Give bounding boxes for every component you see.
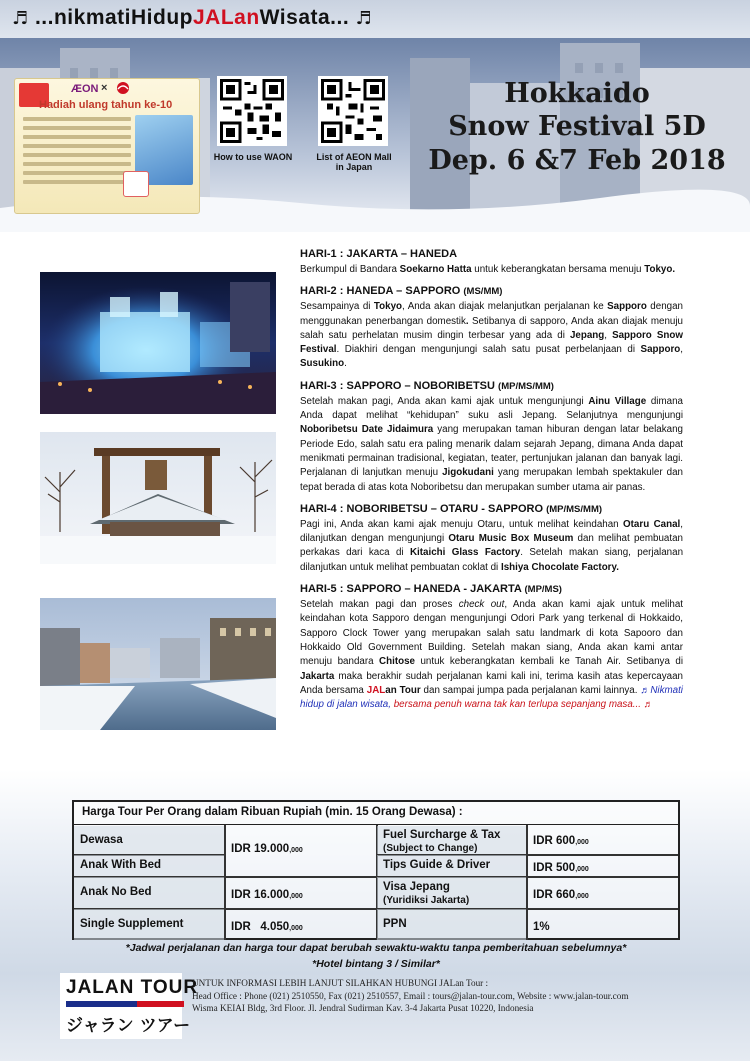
itinerary-meals: (MP/MS/MM) <box>498 380 554 392</box>
itinerary-day-title: HARI-3 : SAPPORO – NOBORIBETSU (MP/MS/MM) <box>300 379 554 392</box>
jal-crane-icon <box>115 81 131 95</box>
qr-label-aeon-mall: List of AEON Mall in Japan <box>316 152 392 172</box>
itinerary-day-title: HARI-5 : SAPPORO – HANEDA - JAKARTA (MP/MS) <box>300 583 562 596</box>
price-dewasa-value: IDR 19.000,000 <box>231 843 303 855</box>
price-row-dewasa-label: Dewasa <box>74 826 224 854</box>
itinerary-meals: (MS/MM) <box>463 286 503 298</box>
price-row-single-label: Single Supplement <box>74 909 224 940</box>
qr-code-waon[interactable] <box>217 76 287 146</box>
contact-info <box>192 977 712 1015</box>
qr-label-waon: How to use WAON <box>213 152 293 162</box>
itinerary-meals: (MP/MS/MM) <box>546 503 603 515</box>
extra-fuel-label: Fuel Surcharge & Tax (Subject to Change) <box>377 826 526 854</box>
price-table-header: Harga Tour Per Orang dalam Ribuan Rupiah (min. 15 Orang Dewasa) : <box>74 802 678 825</box>
itinerary-day-description: Sesampainya di Tokyo, Anda akan diajak melanjutkan perjalanan ke Sapporo dengan menggunakan penerbangan domestik. Setibanya di sapporo, Anda akan diajak menuju salah satu perhelatan musim dingin terbesar yang ada di Jepang, Sapporo Snow Festival. Diakhiri dengan mengunjungi salah satu pusat perbelanjaan di Sapporo, Susukino. <box>300 301 683 370</box>
itinerary-day-description: Berkumpul di Bandara Soekarno Hatta untuk keberangkatan bersama menuju Tokyo. <box>300 264 676 275</box>
extra-ppn-label: PPN <box>377 909 526 940</box>
note-hotel: *Hotel bintang 3 / Similar* <box>312 958 440 970</box>
itinerary-day-title: HARI-2 : HANEDA – SAPPORO (MS/MM) <box>300 285 503 298</box>
qr-code-aeon-mall[interactable] <box>318 76 388 146</box>
discount-tag <box>123 171 149 197</box>
tour-title-line: Snow Festival 5D <box>448 111 706 142</box>
note-schedule-change: *Jadwal perjalanan dan harga tour dapat berubah sewaktu-waktu tanpa pemberitahuan sebelumnya* <box>125 942 627 954</box>
itinerary-day-description: Pagi ini, Anda akan kami ajak menuju Otaru, untuk melihat keindahan Otaru Canal, dilanjutkan dengan mengunjungi Otaru Music Box Museum dan melihat pembuatan perkakas dari kaca di Kitaichi Glass Factory. Setelah makan siang, perjalanan dilanjutkan untuk melihat pembuatan coklat di Ishiya Chocolate Factory. <box>300 518 684 573</box>
extra-visa-value: IDR 660,000 <box>533 889 589 901</box>
price-row-anak-with-bed-label: Anak With Bed <box>74 855 224 876</box>
tagline: ♬ ...nikmatiHidupJALanWisata... ♬ <box>12 6 373 29</box>
qr-code-icon <box>321 79 385 143</box>
music-note-icon: ♬ <box>12 8 29 29</box>
tour-title-line: Hokkaido <box>504 78 650 109</box>
price-row-anak-no-bed-label: Anak No Bed <box>74 877 224 908</box>
promo-fine-print <box>23 117 131 189</box>
itinerary-day-description: Setelah makan pagi, Anda akan kami ajak untuk mengunjungi Ainu Village dimana Anda dapat melihat “kehidupan” suku asli Jepang. Selanjutnya mengunjungi Noboribetsu Date Jidaimura yang merupakan taman hiburan dengan latar belakang Periode Edo, salah satu era paling menarik dalam sejarah Jepang, dimana Anda dapat menikmati permainan tradisional, kegiatan, teater, pertunjukan jalanan dan banyak lagi. Perjalanan di lanjutkan menuju Jigokudani yang merupakan lembah spektakuler dan tepat berada di atas kota Noboribetsu dan merupakan sumber utama air panas. <box>300 395 683 493</box>
aeon-logo: ÆON <box>71 83 99 95</box>
itinerary-day-description: Setelah makan pagi dan proses check out, Anda akan kami ajak untuk melihat keindahan kota Sapporo dengan mengunjungi Odori Park yang terkenal di Hokkaido, Sapporo Clock Tower yang merupakan salah satu landmark di kota Sapooro dan Hokkaido Old Government Building. Setelah makan siang, Anda akan kami antar menuju bandara Chitose untuk keberangkatan kembali ke Tanah Air. Setibanya di Jakarta maka berakhir sudah perjalanan kami kali ini, terima kasih atas kepercayaan Anda bersama JALan Tour dan sampai jumpa pada perjalanan kami lainnya. ♬Nikmati hidup di jalan wisata, bersama penuh warna tak kan terlupa sepanjang masa... ♬ <box>300 599 684 711</box>
price-notes <box>72 940 680 972</box>
photo-ainu-village <box>40 432 276 564</box>
itinerary-day <box>300 379 683 495</box>
logo-stripe <box>66 1001 184 1007</box>
header-banner <box>0 0 750 232</box>
extra-tips-label: Tips Guide & Driver <box>377 855 526 876</box>
promo-title: Hadiah ulang tahun ke-10 <box>39 99 173 111</box>
photo-otaru-canal <box>40 598 276 730</box>
itinerary-day <box>300 502 683 575</box>
contact-address: Wisma KEIAI Bldg, 3rd Floor. Jl. Jendral Sudirman Kav. 3-4 Jakarta Pusat 10220, Indonesia <box>192 1003 534 1013</box>
music-note-icon: ♬ <box>355 8 373 29</box>
tour-title <box>412 77 742 179</box>
extra-visa-label: Visa Jepang (Yuridiksi Jakarta) <box>377 877 526 908</box>
tour-departure-dates: Dep. 6 &7 Feb 2018 <box>428 145 726 176</box>
price-single-value: IDR 4.050,000 <box>231 921 303 933</box>
extra-tips-value: IDR 500,000 <box>533 862 589 874</box>
itinerary-meals: (MP/MS) <box>524 584 562 596</box>
contact-head-office: Head Office : Phone (021) 2510550, Fax (021) 2510557, Email : tours@jalan-tour.com, Website : www.jalan-tour.com <box>192 990 629 1001</box>
itinerary <box>300 247 683 719</box>
price-anak-no-bed-value: IDR 16.000,000 <box>231 889 303 901</box>
itinerary-day <box>300 582 683 712</box>
price-table <box>72 800 680 940</box>
extra-ppn-value: 1% <box>533 921 550 933</box>
extra-fuel-value: IDR 600,000 <box>533 835 589 847</box>
qr-code-icon <box>220 79 284 143</box>
itinerary-day <box>300 284 683 371</box>
aeon-promo-card: ÆON × Hadiah ulang tahun ke-10 <box>14 78 200 214</box>
footer <box>60 973 710 1048</box>
jalan-tour-logo: JALAN TOUR ジャラン ツアー <box>60 973 182 1039</box>
itinerary-day-title: HARI-4 : NOBORIBETSU – OTARU - SAPPORO (MP/MS/MM) <box>300 502 603 515</box>
contact-heading: UNTUK INFORMASI LEBIH LANJUT SILAHKAN HUBUNGI JALan Tour : <box>192 978 489 988</box>
itinerary-day-title: HARI-1 : JAKARTA – HANEDA <box>300 248 458 260</box>
itinerary-day <box>300 247 683 277</box>
photo-snow-festival-night <box>40 272 276 414</box>
